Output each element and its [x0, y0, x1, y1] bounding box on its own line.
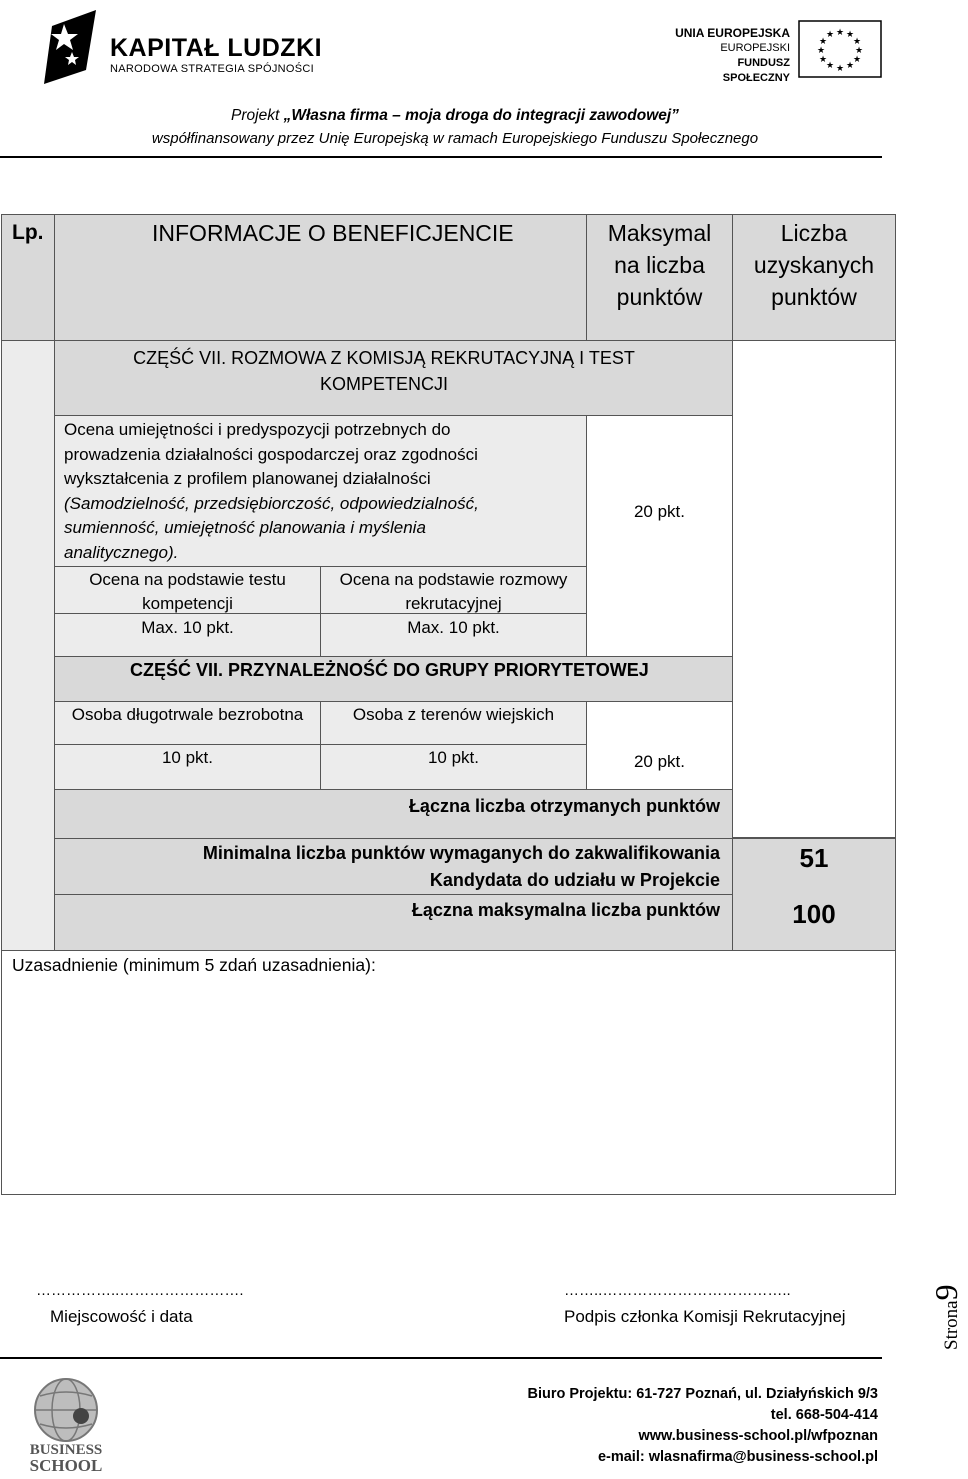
business-school-logo — [24, 1376, 108, 1476]
place-date-dots: ……………..……………………. — [36, 1282, 244, 1299]
eu-logo — [668, 20, 888, 84]
kapital-ludzki-logo — [38, 6, 338, 86]
max-total-label: Łączna maksymalna liczba punktów — [411, 900, 720, 920]
svg-text:★: ★ — [825, 30, 835, 40]
place-date-label: Miejscowość i data — [50, 1307, 193, 1326]
kapital-ludzki-title: KAPITAŁ LUDZKI — [110, 34, 323, 62]
obtained-column — [732, 340, 896, 838]
footer-address-line: Biuro Projektu: 61-727 Poznań, ul. Działyńskich 9/3 — [527, 1386, 878, 1402]
page-number — [928, 1270, 968, 1350]
min-points-label: Minimalna liczba punktów wymaganych do zakwalifikowania Kandydata do udziału w Projekcie — [202, 843, 720, 890]
svg-text:★: ★ — [852, 55, 862, 65]
eu-logo-line3: FUNDUSZ SPOŁECZNY — [722, 57, 790, 84]
svg-text:★: ★ — [845, 30, 855, 40]
footer-divider — [0, 1357, 882, 1359]
min-points-value: 51 — [799, 843, 829, 873]
signature-label: Podpis członka Komisji Rekrutacyjnej — [564, 1307, 846, 1326]
section1-points: 20 pkt. — [633, 502, 686, 521]
section1-description: Ocena umiejętności i predyspozycji potrzebnych do prowadzenia działalności gospodarczej oraz zgodności wykształcenia z profilem planowanej działalności (Samodzielność, przedsiębiorczość, odpowiedzialność, sumienność, umiejętność planowania i myślenia analitycznego). — [64, 420, 479, 562]
section2-points: 20 pkt. — [633, 752, 686, 771]
max-total-value: 100 — [792, 899, 836, 929]
eu-logo-line1: UNIA EUROPEJSKA — [675, 26, 790, 40]
sub2-max: Max. 10 pkt. — [407, 618, 500, 637]
globe-icon — [26, 1376, 106, 1444]
svg-text:★: ★ — [835, 28, 845, 38]
svg-text:★: ★ — [818, 37, 828, 47]
col-max-label: Maksymal na liczba punktów — [607, 220, 712, 310]
col-obtained-label: Liczba uzyskanych punktów — [753, 220, 875, 310]
sub4-points: 10 pkt. — [427, 748, 480, 767]
section2-points-cell — [586, 701, 733, 790]
svg-text:★: ★ — [845, 61, 855, 71]
svg-text:★: ★ — [854, 46, 864, 56]
sub3-label: Osoba długotrwale bezrobotna — [71, 705, 304, 724]
footer-email[interactable]: e-mail: wlasnafirma@business-school.pl — [597, 1449, 878, 1465]
justification-label: Uzasadnienie (minimum 5 zdań uzasadnienia): — [12, 955, 376, 975]
sub3-points: 10 pkt. — [161, 748, 214, 767]
svg-text:★: ★ — [825, 61, 835, 71]
business-school-logo-text: BUSINESS SCHOOL — [29, 1442, 103, 1475]
svg-text:★: ★ — [852, 37, 862, 47]
total-obtained-label: Łączna liczba otrzymanych punktów — [408, 796, 720, 816]
justification-box[interactable] — [1, 950, 896, 1195]
header-divider — [0, 156, 882, 158]
kapital-ludzki-subtitle: NARODOWA STRATEGIA SPÓJNOŚCI — [110, 63, 314, 75]
signature-dots: ……..……………………………….. — [564, 1282, 791, 1299]
cofinancing-note: współfinansowany przez Unię Europejską w ramach Europejskiego Funduszu Społecznego — [151, 130, 759, 147]
svg-text:★: ★ — [818, 55, 828, 65]
footer-address — [440, 1384, 878, 1468]
section1-points-cell — [586, 415, 733, 657]
lp-column — [1, 340, 55, 951]
col-lp-label: Lp. — [12, 221, 44, 244]
page-num: 9 — [928, 1284, 964, 1301]
page-label: Strona — [941, 1300, 962, 1350]
col-info-label: INFORMACJE O BENEFICJENCIE — [152, 220, 514, 246]
sub2-label: Ocena na podstawie rozmowy rekrutacyjnej — [339, 570, 568, 613]
sub4-label: Osoba z terenów wiejskich — [352, 705, 555, 724]
project-title: Projekt „Własna firma – moja droga do integracji zawodowej” — [231, 107, 679, 124]
footer-phone: tel. 668-504-414 — [770, 1407, 878, 1423]
svg-text:★: ★ — [835, 64, 845, 74]
eu-flag-icon — [798, 20, 882, 78]
section1-title: CZĘŚĆ VII. ROZMOWA Z KOMISJĄ REKRUTACYJNĄ I TEST KOMPETENCJI — [133, 348, 635, 394]
footer-website[interactable]: www.business-school.pl/wfpoznan — [638, 1428, 878, 1444]
svg-text:★: ★ — [816, 46, 826, 56]
sub1-max: Max. 10 pkt. — [141, 618, 234, 637]
sub1-label: Ocena na podstawie testu kompetencji — [89, 570, 286, 613]
kapital-ludzki-emblem-icon — [38, 6, 104, 86]
section2-title: CZĘŚĆ VII. PRZYNALEŻNOŚĆ DO GRUPY PRIORYTETOWEJ — [130, 660, 649, 680]
eu-logo-line2: EUROPEJSKI — [720, 42, 790, 54]
